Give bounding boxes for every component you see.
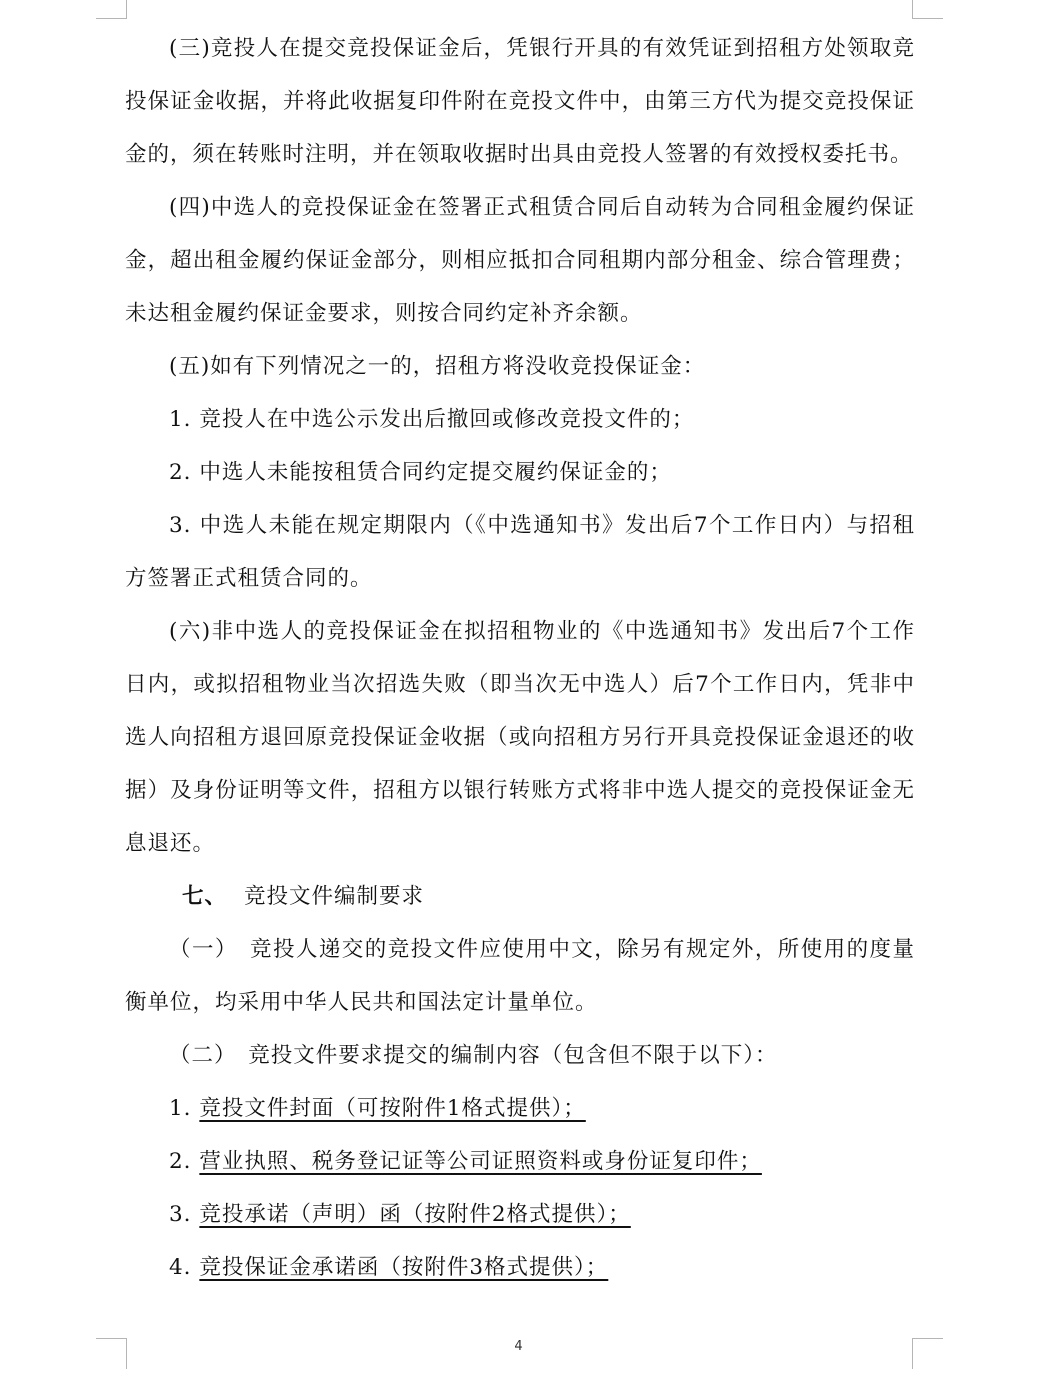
- list-item-text: 竞投承诺（声明）函（按附件2格式提供）；: [199, 1202, 631, 1227]
- paragraph-forfeit-item-1: 1. 竞投人在中选公示发出后撤回或修改竞投文件的；: [169, 407, 695, 432]
- paragraph-forfeit-item-3: 3. 中选人未能在规定期限内（《中选通知书》发出后7个工作日内）与招租方签署正式租赁合同的。: [125, 513, 915, 591]
- section-title: 竞投文件编制要求: [244, 884, 425, 909]
- paragraph-language-units: （一） 竞投人递交的竞投文件应使用中文，除另有规定外，所使用的度量衡单位，均采用中华人民共和国法定计量单位。: [125, 937, 915, 1015]
- list-item-number: 2.: [169, 1149, 192, 1174]
- list-item-text: 竞投文件封面（可按附件1格式提供）；: [199, 1096, 586, 1121]
- list-item-number: 1.: [169, 1096, 192, 1121]
- section-number: 七、: [182, 884, 228, 909]
- list-item-number: 3.: [169, 1202, 192, 1227]
- page-number: 4: [514, 1339, 523, 1354]
- list-item-text: 竞投保证金承诺函（按附件3格式提供）；: [199, 1255, 609, 1280]
- paragraph-contents-intro: （二） 竞投文件要求提交的编制内容（包含但不限于以下）：: [169, 1043, 778, 1068]
- list-item: [125, 1241, 915, 1294]
- list-item: [125, 1082, 915, 1135]
- list-item: [125, 1135, 915, 1188]
- document-body: [125, 22, 915, 1294]
- paragraph-forfeit-intro: (五)如有下列情况之一的，招租方将没收竞投保证金：: [169, 354, 706, 379]
- crop-mark-top-right: [912, 0, 943, 19]
- paragraph-refund: (六)非中选人的竞投保证金在拟招租物业的《中选通知书》发出后7个工作日内，或拟招租物业当次招选失败（即当次无中选人）后7个工作日内，凭非中选人向招租方退回原竞投保证金收据（或向招租方另行开具竞投保证金退还的收据）及身份证明等文件，招租方以银行转账方式将非中选人提交的竞投保证金无息退还。: [125, 619, 915, 856]
- crop-mark-top-left: [96, 0, 127, 19]
- section-heading: [125, 870, 915, 923]
- paragraph-forfeit-item-2: 2. 中选人未能按租赁合同约定提交履约保证金的；: [169, 460, 672, 485]
- list-item-text: 营业执照、税务登记证等公司证照资料或身份证复印件；: [199, 1149, 762, 1174]
- list-item: [125, 1188, 915, 1241]
- paragraph-deposit-receipt: (三)竞投人在提交竞投保证金后，凭银行开具的有效凭证到招租方处领取竞投保证金收据，并将此收据复印件附在竞投文件中，由第三方代为提交竞投保证金的，须在转账时注明，并在领取收据时出具由竞投人签署的有效授权委托书。: [125, 36, 915, 167]
- paragraph-winner-deposit: (四)中选人的竞投保证金在签署正式租赁合同后自动转为合同租金履约保证金，超出租金履约保证金部分，则相应抵扣合同租期内部分租金、综合管理费；未达租金履约保证金要求，则按合同约定补齐余额。: [125, 195, 915, 326]
- list-item-number: 4.: [169, 1255, 192, 1280]
